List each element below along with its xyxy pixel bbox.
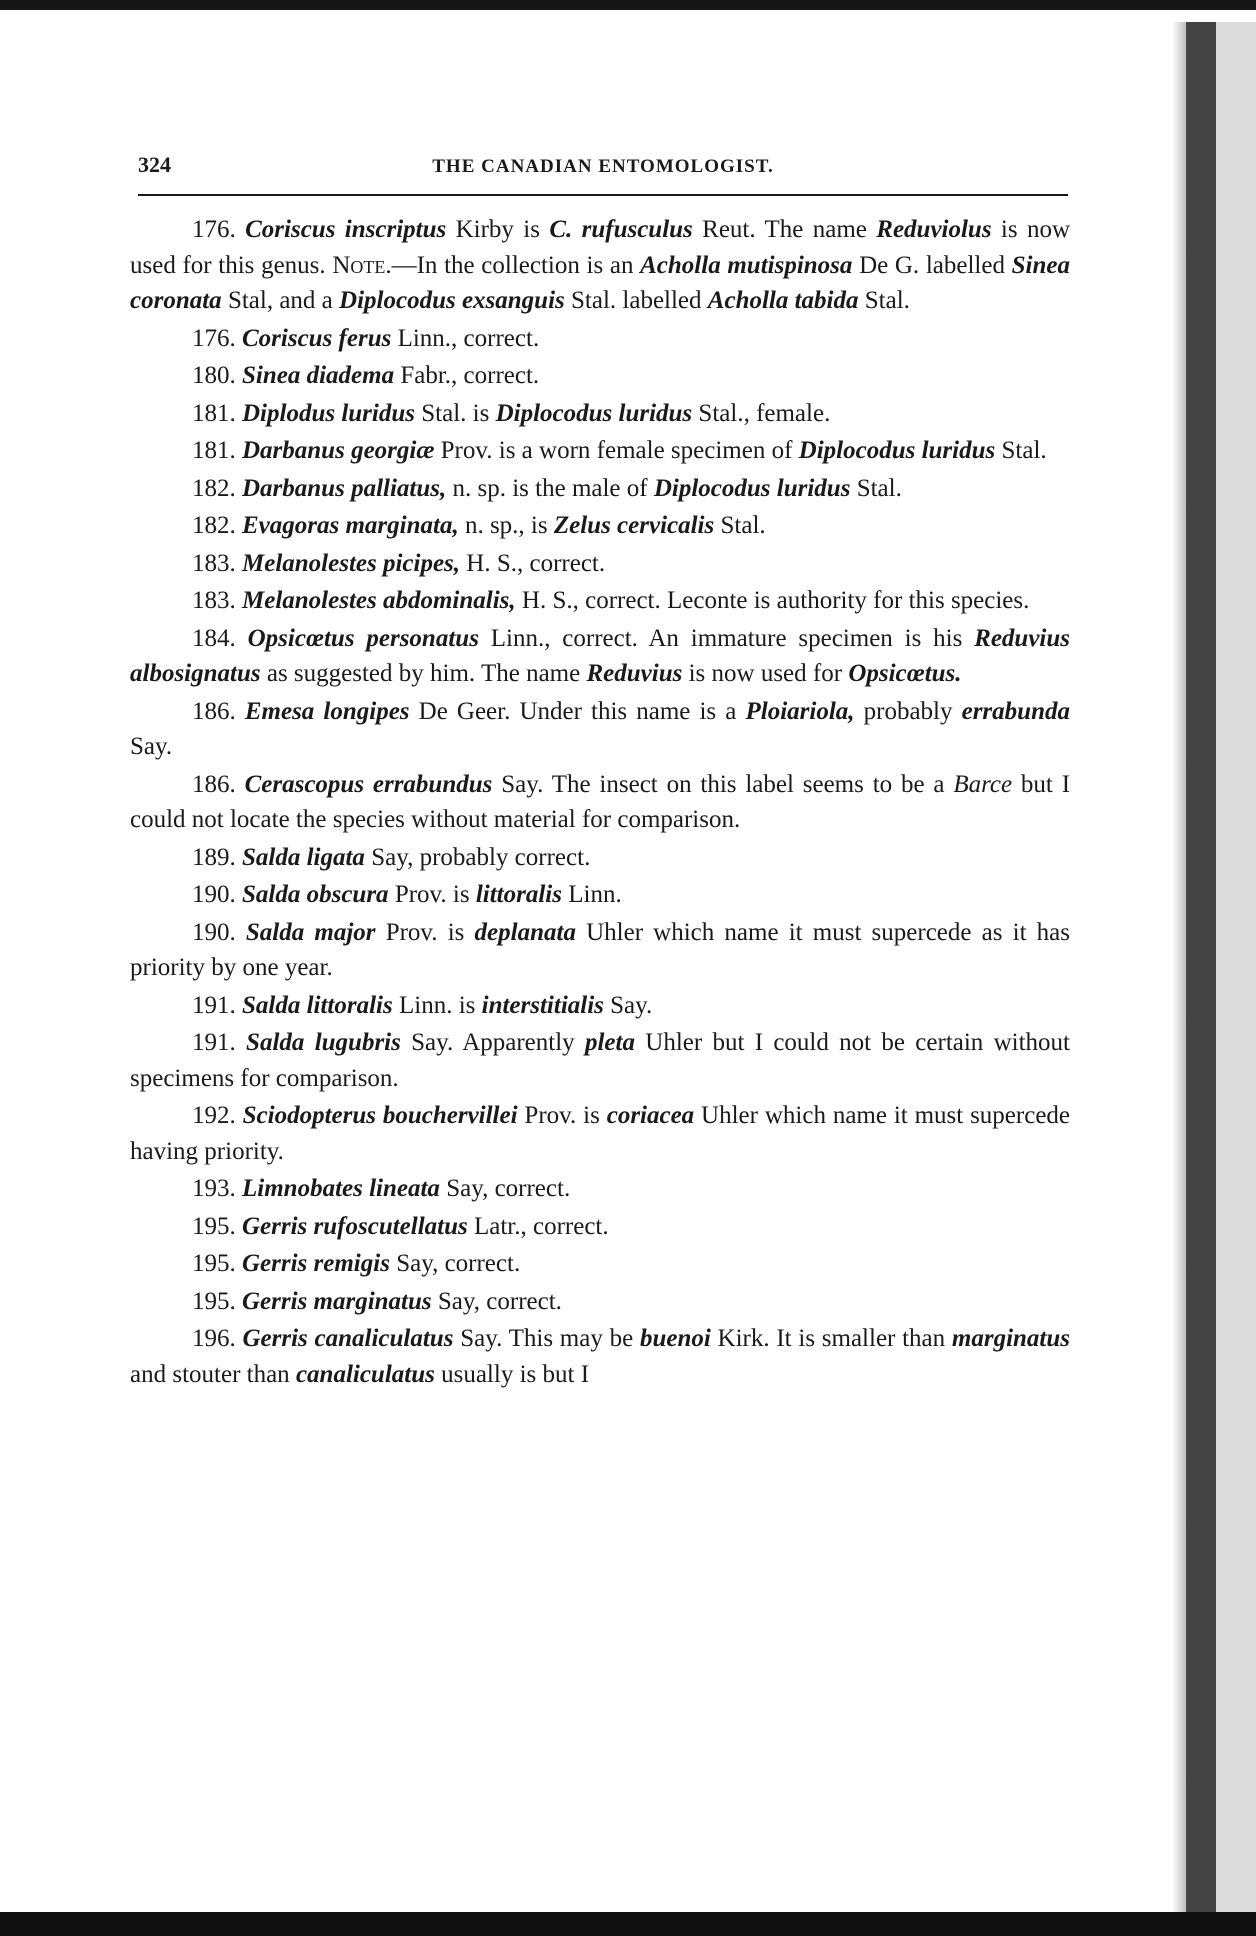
- catalog-entry: [130, 1098, 1070, 1169]
- species-name: Coriscus ferus: [242, 324, 392, 352]
- entry-text: Linn.: [561, 881, 622, 908]
- species-name: littoralis: [475, 881, 562, 908]
- entry-number: 195.: [192, 1250, 236, 1277]
- species-name: canaliculatus: [295, 1360, 435, 1388]
- entry-number: 180.: [192, 362, 236, 389]
- entry-text: Say. Apparently: [400, 1029, 585, 1056]
- entry-text: Say, correct.: [431, 1287, 562, 1315]
- entry-number: 181.: [192, 399, 236, 427]
- species-name: Salda littoralis: [242, 991, 393, 1019]
- entry-text: Say. The insect on this label seems to be a: [492, 770, 954, 798]
- scan-top-edge: [0, 0, 1256, 10]
- entry-text: De G. labelled: [852, 251, 1012, 279]
- species-name: Gerris rufoscutellatus: [242, 1212, 468, 1240]
- entry-text: and stouter than: [130, 1360, 296, 1388]
- species-name: Reduvius: [586, 660, 683, 687]
- entry-text: Stal. labelled: [564, 287, 708, 314]
- catalog-entry: [130, 1209, 1070, 1245]
- species-name: Limnobates lineata: [242, 1175, 440, 1202]
- entry-text: is now used for this genus.: [130, 216, 1071, 279]
- species-name: errabunda: [961, 697, 1070, 725]
- entry-text: probably: [854, 697, 962, 725]
- species-name: deplanata: [474, 918, 576, 946]
- entry-number: 182.: [192, 512, 236, 539]
- header-rule: [138, 194, 1068, 196]
- species-name: Melanolestes picipes,: [242, 549, 461, 577]
- species-name: Opsicœtus.: [848, 660, 962, 687]
- species-name: Acholla tabida: [707, 287, 859, 314]
- species-name: buenoi: [639, 1325, 711, 1352]
- entry-number: 189.: [192, 843, 236, 871]
- entry-number: 192.: [192, 1102, 236, 1129]
- entry-number: 176.: [192, 216, 236, 243]
- catalog-entry: [130, 1171, 1070, 1207]
- entry-number: 196.: [192, 1325, 236, 1352]
- species-name: Cerascopus errabundus: [244, 770, 493, 798]
- species-name: Diplocodus luridus: [495, 399, 693, 427]
- catalog-entry: [130, 321, 1070, 357]
- catalog-entry: [130, 1321, 1070, 1392]
- entry-text: Kirk. It is smaller than: [710, 1325, 952, 1352]
- entry-text: n. sp., is: [458, 512, 554, 539]
- entry-text: Prov. is: [517, 1102, 607, 1129]
- species-name: Opsicœtus personatus: [247, 624, 479, 652]
- species-name: Reduvius albosignatus: [130, 624, 1071, 687]
- entry-text: Prov. is a worn female specimen of: [434, 437, 799, 464]
- species-name: pleta: [584, 1029, 635, 1056]
- note-label: Note.: [332, 251, 392, 279]
- entry-text: is now used for: [682, 660, 849, 687]
- entry-text: as suggested by him. The name: [260, 660, 587, 687]
- entry-text: Reut. The name: [692, 216, 877, 243]
- species-name: Barce: [953, 770, 1013, 798]
- entry-text: Stal.: [850, 474, 902, 502]
- entry-number: 191.: [192, 991, 236, 1019]
- catalog-entry: [130, 583, 1070, 619]
- species-name: C. rufusculus: [549, 216, 693, 243]
- entry-number: 191.: [192, 1029, 236, 1056]
- page-header: [138, 152, 1068, 186]
- entry-number: 186.: [192, 697, 236, 725]
- entry-number: 184.: [192, 624, 236, 652]
- entry-text: Linn. is: [392, 991, 482, 1019]
- catalog-entry: [130, 840, 1070, 876]
- entry-number: 190.: [192, 881, 236, 908]
- entry-text: Stal. is: [415, 399, 496, 427]
- species-name: Evagoras marginata,: [242, 512, 459, 539]
- species-name: Gerris canaliculatus: [242, 1325, 454, 1352]
- entry-text: Say, correct.: [389, 1250, 521, 1277]
- entry-text: but I could not locate the species without material for comparison.: [130, 770, 1071, 833]
- catalog-entry: [130, 1246, 1070, 1282]
- species-name: Salda ligata: [242, 843, 365, 871]
- catalog-entry: [130, 358, 1070, 394]
- catalog-entry: [130, 508, 1070, 544]
- species-name: Darbanus palliatus,: [242, 474, 447, 502]
- catalog-entry: [130, 1284, 1070, 1320]
- catalog-entry: [130, 546, 1070, 582]
- species-name: marginatus: [951, 1325, 1071, 1352]
- entry-text: Say.: [603, 991, 653, 1019]
- species-name: Diplocodus exsanguis: [339, 287, 565, 314]
- catalog-entry: [130, 212, 1070, 319]
- entry-text: usually is but I: [434, 1360, 590, 1388]
- entry-text: Prov. is: [388, 881, 476, 908]
- entry-text: Prov. is: [375, 918, 475, 946]
- catalog-entry: [130, 471, 1070, 507]
- entry-text: H. S., correct.: [460, 549, 606, 577]
- species-name: interstitialis: [481, 991, 604, 1019]
- species-name: Salda major: [245, 918, 376, 946]
- catalog-entry: [130, 915, 1070, 986]
- entry-text: Uhler which name it must supercede as it has priority by one year.: [130, 918, 1070, 981]
- scan-margin: [1216, 22, 1256, 1914]
- species-name: Ploiariola,: [745, 697, 855, 725]
- catalog-entry: [130, 988, 1070, 1024]
- catalog-entry: [130, 767, 1070, 838]
- species-name: Acholla mutispinosa: [640, 251, 853, 279]
- entry-text: Uhler which name it must supercede having priority.: [130, 1102, 1071, 1165]
- catalog-entry: [130, 621, 1070, 692]
- species-name: Sinea coronata: [130, 251, 1070, 314]
- book-spine-edge: [1186, 22, 1216, 1914]
- page-number: 324: [138, 152, 171, 177]
- running-head: THE CANADIAN ENTOMOLOGIST.: [432, 156, 774, 177]
- species-name: Coriscus inscriptus: [245, 216, 447, 243]
- species-name: Sinea diadema: [242, 362, 395, 389]
- catalog-entry: [130, 433, 1070, 469]
- entry-text: De Geer. Under this name is a: [409, 697, 746, 725]
- entry-text: Uhler but I could not be certain without specimens for comparison.: [130, 1029, 1070, 1092]
- species-name: Melanolestes abdominalis,: [242, 587, 516, 614]
- entry-number: 193.: [192, 1175, 236, 1202]
- catalog-entry: [130, 1025, 1070, 1096]
- species-name: coriacea: [606, 1102, 695, 1129]
- species-name: Salda lugubris: [246, 1029, 401, 1056]
- catalog-entry: [130, 694, 1070, 765]
- scan-bottom-edge: [0, 1912, 1256, 1936]
- entry-number: 182.: [192, 474, 236, 502]
- entry-text: Say, probably correct.: [364, 843, 591, 871]
- entry-number: 183.: [192, 587, 236, 614]
- page-edge-shadow: [1172, 22, 1186, 1914]
- species-name: Gerris remigis: [242, 1250, 390, 1277]
- species-name: Sciodopterus bouchervillei: [242, 1102, 518, 1129]
- species-name: Diplocodus luridus: [798, 437, 996, 464]
- entry-number: 176.: [192, 324, 236, 352]
- entry-text: —In the collection is an: [391, 251, 641, 279]
- species-name: Reduviolus: [876, 216, 992, 243]
- entry-text: Say. This may be: [453, 1325, 640, 1352]
- species-name: Zelus cervicalis: [553, 512, 715, 539]
- entry-text: Stal.: [858, 287, 910, 314]
- species-name: Diplodus luridus: [242, 399, 415, 427]
- page-body: [130, 212, 1070, 1394]
- species-name: Emesa longipes: [244, 697, 410, 725]
- entry-text: Latr., correct.: [467, 1212, 609, 1240]
- entry-text: Stal, and a: [221, 287, 340, 314]
- entry-text: Stal.: [995, 437, 1047, 464]
- entry-text: Linn., correct.: [391, 324, 540, 352]
- entry-number: 190.: [192, 918, 236, 946]
- entry-text: H. S., correct. Leconte is authority for this species.: [515, 587, 1030, 614]
- species-name: Diplocodus luridus: [653, 474, 851, 502]
- entry-text: Say, correct.: [439, 1175, 571, 1202]
- entry-text: Kirby is: [446, 216, 550, 243]
- species-name: Gerris marginatus: [242, 1287, 432, 1315]
- entry-number: 181.: [192, 437, 236, 464]
- entry-text: Linn., correct. An immature specimen is his: [478, 624, 975, 652]
- species-name: Salda obscura: [242, 881, 389, 908]
- entry-text: Stal., female.: [692, 399, 831, 427]
- species-name: Darbanus georgiæ: [242, 437, 435, 464]
- entry-number: 183.: [192, 549, 236, 577]
- entry-number: 195.: [192, 1212, 236, 1240]
- entry-number: 186.: [192, 770, 236, 798]
- catalog-entry: [130, 877, 1070, 913]
- catalog-entry: [130, 396, 1070, 432]
- entry-text: Say.: [130, 733, 173, 760]
- entry-text: Fabr., correct.: [394, 362, 540, 389]
- entry-text: n. sp. is the male of: [446, 474, 654, 502]
- entry-number: 195.: [192, 1287, 236, 1315]
- entry-text: Stal.: [714, 512, 766, 539]
